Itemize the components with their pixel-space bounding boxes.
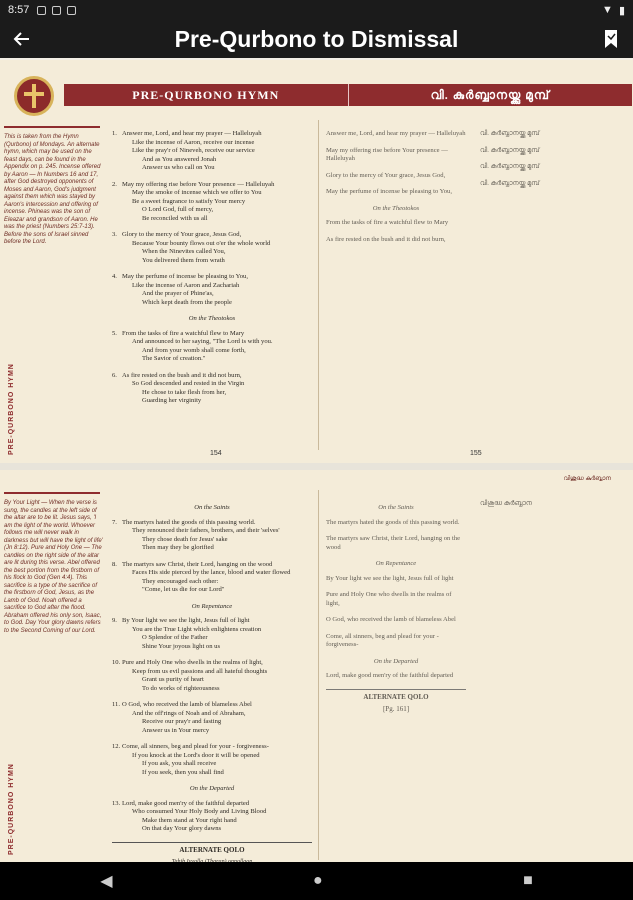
alternate-qolo-link-2[interactable]: ALTERNATE QOLO [326, 689, 466, 702]
stanza: 8. The martyrs saw Christ, their Lord, hanging on the wood Faces His side pierced by the lance, blood and water flowed They encouraged each other: "Come, let us die for our Lord" [112, 560, 291, 593]
wifi-icon: ▼ [602, 4, 613, 16]
side-note: This is taken from the Hymn (Qurbono) of Mondays. An alternate hymn, which may be used on the feast days, can be found in the Appendix on p. 245. Incense offered by Aaron — In Numbers 16 and 17, after God destroyed opponents of Moses and Aaron, God's judgment against them which was stayed by Aaron's intercession and offering of incense. Phineas was the son of Eleazar and grandson of Aaron. He was the priest (Numbers 25:7-13). Before the sons of Israel sinned before the Lord. [4, 126, 104, 426]
subheading: On the Theotokos [188, 315, 236, 322]
stanza: 6. As fire rested on the bush and it did not burn, So God descended and rested in the Virgin He chose to take flesh from her, Guarding her virginity [112, 371, 245, 404]
english-text-column [112, 130, 312, 414]
section-header-band [64, 84, 632, 106]
stanza: 3. Glory to the mercy of Your grace, Jesus God, Because Your bounty flows out o'er the whole world When the Ninevites called You, You delivered them from wrath [112, 231, 271, 264]
stanza: 2. May my offering rise before Your presence — Halleluyah May the smoke of incense which we offer to You Be a sweet fragrance to satisfy Your mercy O Lord God, full of mercy, Be reconciled with us all [112, 180, 275, 222]
page-number-left: 154 [210, 450, 222, 457]
book-page-top [0, 60, 633, 463]
system-navigation-bar [0, 862, 633, 900]
notification-icon-2 [52, 6, 61, 15]
battery-icon: ▮ [618, 4, 625, 17]
transliteration-column: On the Saints The martyrs hated the goods of this passing world. The martyrs saw Christ, their Lord, hanging on the wood On Repentance By Your light we see the light, Jesus full of light Pure and Holy One who dwells in the realms of light, O God, who received the lamb of blameless Abel Come, all sinners, beg and plead for your - forgiveness- On the Departed Lord, make good men'ry of the faithful departed ALTERNATE QOLO [Pg. 161] [326, 500, 466, 714]
stanza: 5. From the tasks of fire a watchful flew to Mary And announced to her saying, "The Lord is with you. And from your womb shall come forth, The Savior of creation." [112, 329, 273, 362]
status-time: 8:57 [8, 4, 30, 16]
back-arrow-icon [13, 30, 31, 48]
stanza: 11. O God, who received the lamb of blameless Abel And the off'rings of Noah and of Abraham, Receive our pray'r and fasting Answer us in Your mercy [112, 701, 252, 734]
nav-recents-icon[interactable]: ■ [523, 872, 533, 889]
church-logo-icon [14, 76, 54, 116]
stanza: 12. Come, all sinners, beg and plead for your - forgiveness- If you knock at the Lord's door it will be opened If you ask, you shall receive If you seek, then you shall find [112, 743, 269, 776]
notification-icon [37, 6, 46, 15]
stanza: 10. Pure and Holy One who dwells in the realms of light, Keep from us evil passions and all hateful thoughts Grant us purity of heart To do works of righteousness [112, 659, 268, 692]
malayalam-column: വിശുദ്ധ കുർബ്ബാന [480, 500, 532, 507]
stanza: 13. Lord, make good men'ry of the faithful departed Who consumed Your Holy Body and Living Blood Make them stand at Your right hand On that day Your glory dawns [112, 799, 267, 832]
nav-back-icon[interactable]: ◀ [100, 873, 113, 890]
notification-icon-3 [67, 6, 76, 15]
bookmark-button[interactable] [589, 20, 633, 58]
bookmark-icon [603, 29, 619, 49]
book-page-bottom [0, 470, 633, 862]
vertical-section-label: PRE-QURBONO HYMN [8, 763, 15, 855]
app-bar [0, 20, 633, 58]
subheading: On Repentance [191, 602, 233, 610]
subheading: On the Saints [194, 504, 230, 511]
stanza: 4. May the perfume of incense be pleasing to You, Like the incense of Aaron and Zachariah And the prayer of Phine'as, Which kept death from the people [112, 273, 248, 306]
side-note: By Your Light — When the verse is sung, the candles at the left side of the altar are to be lit. Jesus says, 'I am the light of the world. Whoever follows me will never walk in darkness but will have the light of life' (Jn 8:12). Pure and Holy One — The candles on the right side of the altar are lit during this verse. Abel offered the best portion from the firstborn of his flock to God (Gen 4:4). This sacrifice is a type of the sacrifice of the firstborn of God, Jesus, as the Lamb of God. Noah offered a sacrifice to God after the flood. Abraham offered his only son, Isaac, to God. Day Your glory dawns refers to the Second Coming of our Lord. [4, 492, 104, 852]
section-title-english: PRE-QURBONO HYMN [132, 87, 280, 102]
nav-home-icon[interactable]: ● [312, 872, 323, 889]
status-bar [0, 0, 633, 20]
page-title: Pre-Qurbono to Dismissal [174, 25, 459, 52]
transliteration-column: Answer me, Lord, and hear my prayer — Halleluyah May my offering rise before Your presence — Halleluyah Glory to the mercy of Your grace, Jesus God, May the perfume of incense be pleasing to You, On the Theotokos From the tasks of fire a watchful flew to Mary As fire rested on the bush and it did not burn, [326, 130, 466, 243]
section-title-malayalam: വി. കുർബ്ബാനയ്ക്കു മുമ്പ് [348, 84, 633, 106]
column-divider [318, 120, 319, 450]
page-separator [0, 463, 633, 470]
english-text-column [112, 500, 312, 879]
back-button[interactable] [0, 20, 44, 58]
stanza: 7. The martyrs hated the goods of this passing world. They renounced their fathers, brothers, and their 'selves' They chose death for Jesus' sake Then may they be glorified [112, 518, 280, 551]
alternate-qolo-link[interactable]: ALTERNATE QOLO [112, 842, 312, 855]
malayalam-column: വി. കുർബ്ബാനയ്ക്കു മുമ്പ് വി. കുർബ്ബാനയ്ക്കു മുമ്പ് വി. കുർബ്ബാനയ്ക്കു മുമ്പ് വി. കുർബ്ബാനയ്ക്കു മുമ്പ് [480, 130, 540, 187]
stanza: 9. By Your light we see the light, Jesus full of light You are the True Light which enlightens creation O Splendor of the Father Shine Your joyous light on us [112, 617, 262, 650]
page-number-right: 155 [470, 450, 482, 457]
column-divider [318, 490, 319, 860]
stanza: 1. Answer me, Lord, and hear my prayer — Halleluyah Like the incense of Aaron, receive our incense Like the pray'r of Nineveh, receive our service And as You answered Jonah Answer us who call on You [112, 130, 262, 171]
vertical-section-label: PRE-QURBONO HYMN [8, 363, 15, 455]
running-header: വിശുദ്ധ കുർബ്ബാന [563, 476, 611, 482]
subheading: On the Departed [189, 785, 235, 792]
